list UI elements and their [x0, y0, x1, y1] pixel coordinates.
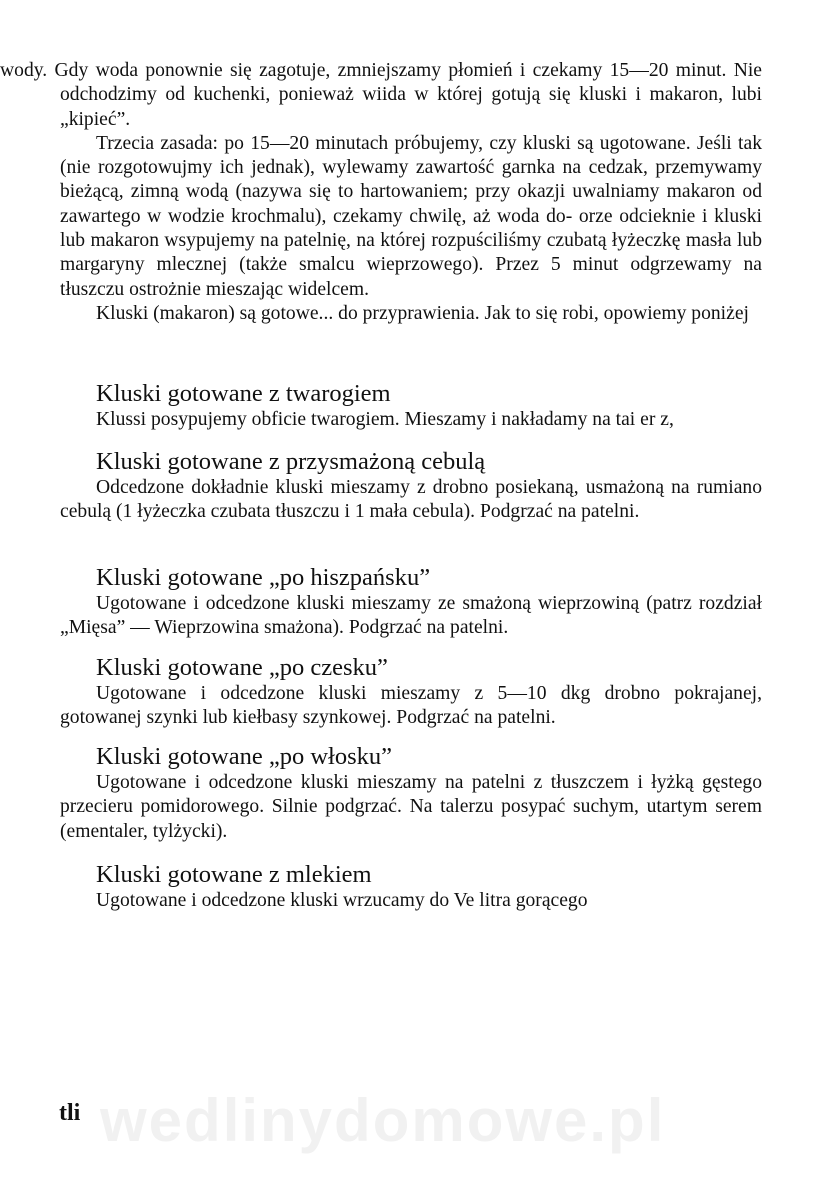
recipe-mleko [60, 861, 762, 913]
recipe-text: Odcedzone dokładnie kluski mieszamy z drobno posiekaną, usmażoną na rumiano cebulą (1 łyżeczka czubata tłuszczu i 1 mała cebula). Podgrzać na patelni. [60, 477, 762, 523]
recipe-text: Ugotowane i odcedzone kluski wrzucamy do Ve litra gorącego [96, 890, 588, 911]
recipe-cebula [60, 448, 762, 525]
recipe-text: Ugotowane i odcedzone kluski mieszamy ze smażoną wieprzowiną (patrz rozdział „Mięsa” — Wieprzowina smażona). Podgrzać na patelni. [60, 593, 762, 639]
intro-paragraph-2: Trzecia zasada: po 15—20 minutach próbujemy, czy kluski są ugotowane. Jeśli tak (nie rozgotowujmy ich jednak), wylewamy zawartość garnka na cedzak, przemywamy bieżącą, zimną wodą (nazywa się to hartowaniem; przy okazji uwalniamy makaron od zawartego w wodzie krochmalu), czekamy chwilę, aż woda do- orze odcieknie i kluski lub makaron wsypujemy na patelnię, na której rozpuściliśmy czubatą łyżeczkę masła lub margaryny mlecznej (także smalcu wieprzowego). Przez 5 minut odgrzewamy na tłuszczu ostrożnie mieszając widelcem. [60, 132, 762, 300]
watermark: wedlinydomowe.pl [100, 1087, 666, 1154]
recipe-text: Ugotowane i odcedzone kluski mieszamy z 5—10 dkg drobno pokrajanej, gotowanej szynki lub kiełbasy szynkowej. Podgrzać na patelni. [60, 683, 762, 729]
intro-paragraph-1-text: Gdy woda ponownie się zagotuje, zmniejszamy płomień i czekamy 15—20 minut. Nie odchodzimy od kuchenki, ponieważ wiida w której gotują się kluski i makaron, lubi „kipieć”. [54, 60, 762, 130]
recipe-czesku [60, 654, 762, 731]
continued-word: wody. [0, 60, 48, 81]
recipe-text: Klussi posypujemy obficie twarogiem. Mieszamy i nakładamy na tai er z, [96, 409, 674, 430]
recipe-wlosku [60, 743, 762, 844]
intro-paragraph-1 [0, 59, 762, 132]
recipe-title: Kluski gotowane z przysmażoną cebulą [96, 448, 486, 475]
recipe-title: Kluski gotowane „po włosku” [96, 743, 392, 770]
recipe-hiszpansku [60, 564, 762, 641]
recipe-title: Kluski gotowane z mlekiem [96, 861, 372, 888]
recipe-title: Kluski gotowane „po czesku” [96, 654, 388, 681]
intro-text [0, 59, 762, 326]
recipe-text: Ugotowane i odcedzone kluski mieszamy na patelni z tłuszczem i łyżką gęstego przecieru pomidorowego. Silnie podgrzać. Na talerzu posypać suchym, utartym serem (ementaler, tylżycki). [60, 772, 762, 842]
recipe-title: Kluski gotowane z twarogiem [96, 380, 391, 407]
recipe-title: Kluski gotowane „po hiszpańsku” [96, 564, 431, 591]
intro-paragraph-3: Kluski (makaron) są gotowe... do przyprawienia. Jak to się robi, opowiemy poniżej [96, 302, 749, 324]
recipe-twarog [60, 380, 762, 432]
page-number: tli [59, 1100, 81, 1126]
